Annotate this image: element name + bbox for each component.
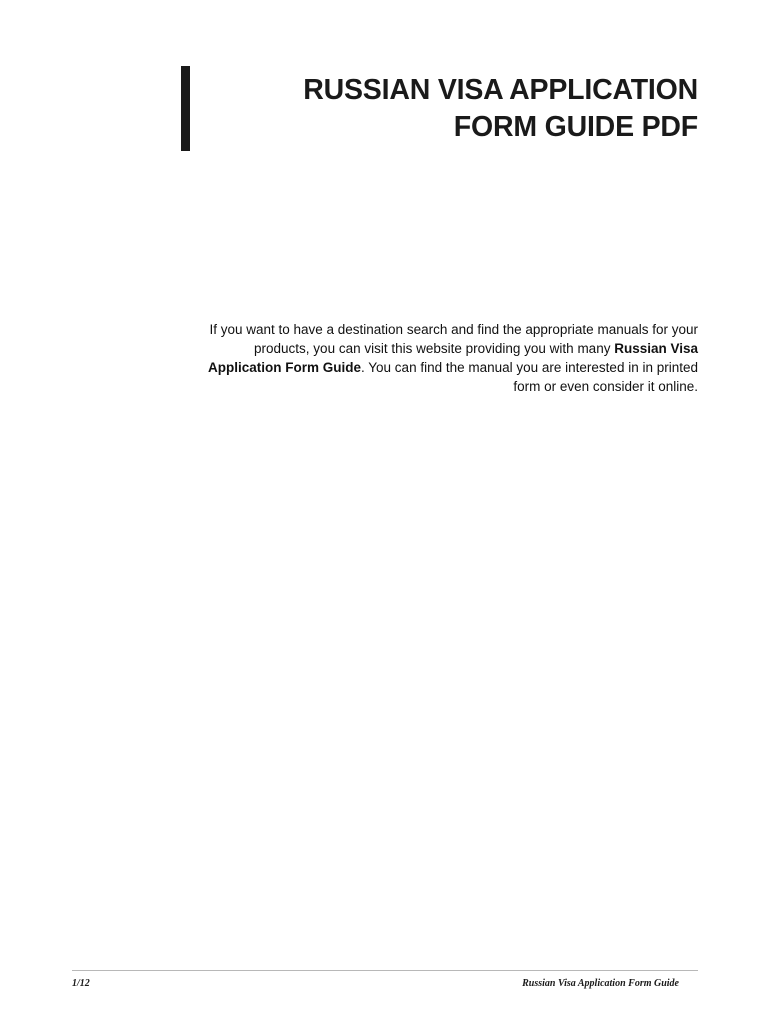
page-title [198,72,698,146]
intro-paragraph [178,320,698,396]
footer-page-number: 1/12 [72,978,90,989]
page-title-line-1: RUSSIAN VISA APPLICATION [303,74,698,106]
title-accent-bar [181,66,190,151]
intro-text-end: . You can find the manual you are interested in in printed form or even consider it online. [361,360,698,394]
footer-document-title: Russian Visa Application Form Guide [522,978,679,989]
footer-divider [72,970,698,971]
page-title-line-2: FORM GUIDE PDF [453,111,698,143]
intro-text-start: If you want to have a destination search and find the appropriate manuals for your products, you can visit this website providing you with many [209,322,698,356]
intro-bold-title: Russian Visa Application Form Guide [208,341,698,375]
